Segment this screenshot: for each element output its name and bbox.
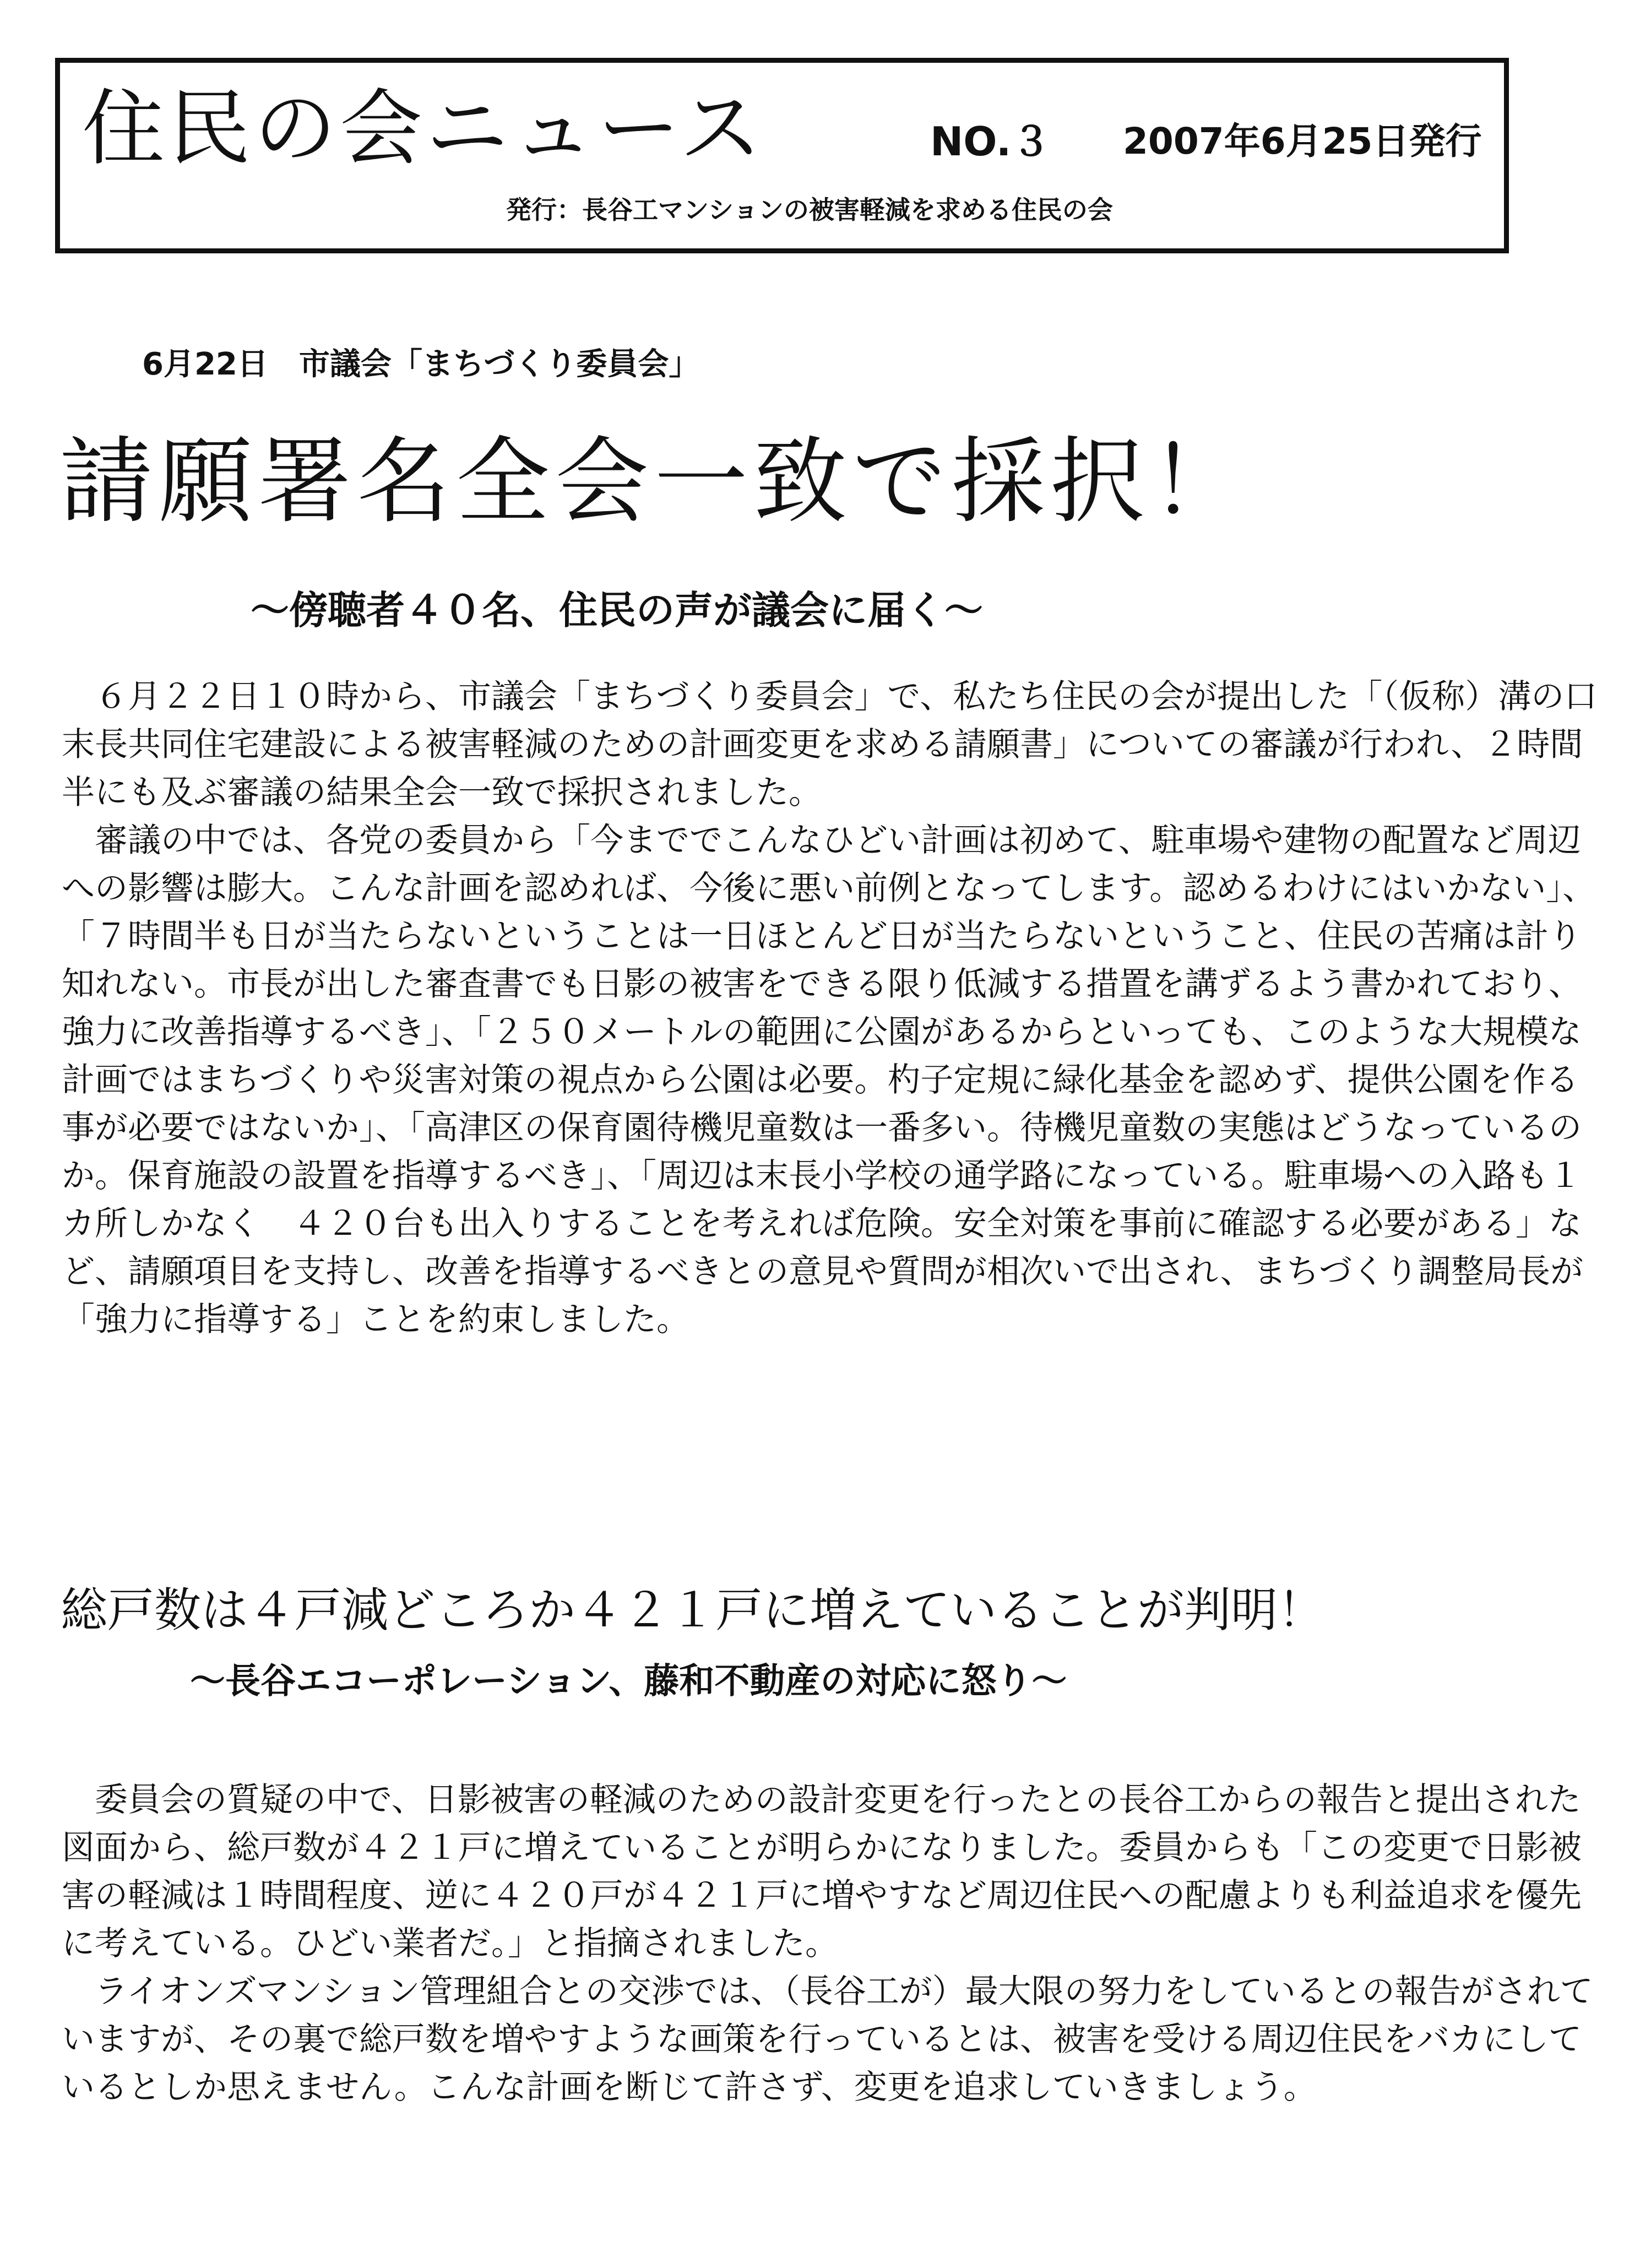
- newsletter-title: 住民の会ニュース: [82, 81, 765, 177]
- section1-paragraph-1: ６月２２日１０時から、市議会「まちづくり委員会」で、私たち住民の会が提出した「（仮称）溝の口末長共同住宅建設による被害軽減のための計画変更を求める請願書」についての審議が行われ、２時間半にも及ぶ審議の結果全会一致で採択されました。: [62, 677, 1598, 812]
- publisher-line: 発行：長谷工マンションの被害軽減を求める住民の会: [506, 195, 1113, 225]
- section1-kicker: 6月22日 市議会「まちづくり委員会」: [142, 346, 700, 382]
- section1-body: [62, 673, 1604, 1344]
- section2-body: [62, 1776, 1604, 2112]
- section2-paragraph-1: 委員会の質疑の中で、日影被害の軽減のための設計変更を行ったとの長谷工からの報告と提出された図面から、総戸数が４２１戸に増えていることが明らかになりました。委員からも「この変更で日影被害の軽減は１時間程度、逆に４２０戸が４２１戸に増やすなど周辺住民への配慮よりも利益追求を優先に考えている。ひどい業者だ。」と指摘されました。: [62, 1781, 1582, 1963]
- issue-date: 2007年6月25日発行: [1123, 120, 1482, 162]
- section2-paragraph-2: ライオンズマンション管理組合との交渉では、（長谷工が）最大限の努力をしているとの報告がされていますが、その裏で総戸数を増やすような画策を行っているとは、被害を受ける周辺住民をバカにしているとしか思えません。こんな計画を断じて許さず、変更を追求していきましょう。: [62, 1972, 1593, 2107]
- section2-headline: 総戸数は４戸減どころか４２１戸に増えていることが判明！: [61, 1583, 1325, 1638]
- section1-headline: 請願署名全会一致で採択！: [59, 427, 1250, 536]
- section1-subhead: ～傍聴者４０名、住民の声が議会に届く～: [251, 588, 983, 633]
- issue-number: NO.３: [930, 118, 1051, 165]
- section2-subhead: ～長谷エコーポレーション、藤和不動産の対応に怒り～: [190, 1661, 1067, 1702]
- section1-paragraph-2: 審議の中では、各党の委員から「今まででこんなひどい計画は初めて、駐車場や建物の配置など周辺への影響は膨大。こんな計画を認めれば、今後に悪い前例となってします。認めるわけにはいかない」、「７時間半も日が当たらないということは一日ほとんど日が当たらないということ、住民の苦痛は計り知れない。市長が出した審査書でも日影の被害をできる限り低減する措置を講ずるよう書かれており、強力に改善指導するべき」、「２５０メートルの範囲に公園があるからといっても、このような大規模な計画ではまちづくりや災害対策の視点から公園は必要。杓子定規に緑化基金を認めず、提供公園を作る事が必要ではないか」、「高津区の保育園待機児童数は一番多い。待機児童数の実態はどうなっているのか。保育施設の設置を指導するべき」、「周辺は末長小学校の通学路になっている。駐車場への入路も１カ所しかなく ４２０台も出入りすることを考えれば危険。安全対策を事前に確認する必要がある」など、請願項目を支持し、改善を指導するべきとの意見や質問が相次いで出され、まちづくり調整局長が「強力に指導する」ことを約束しました。: [62, 821, 1596, 1339]
- masthead: [55, 58, 1509, 253]
